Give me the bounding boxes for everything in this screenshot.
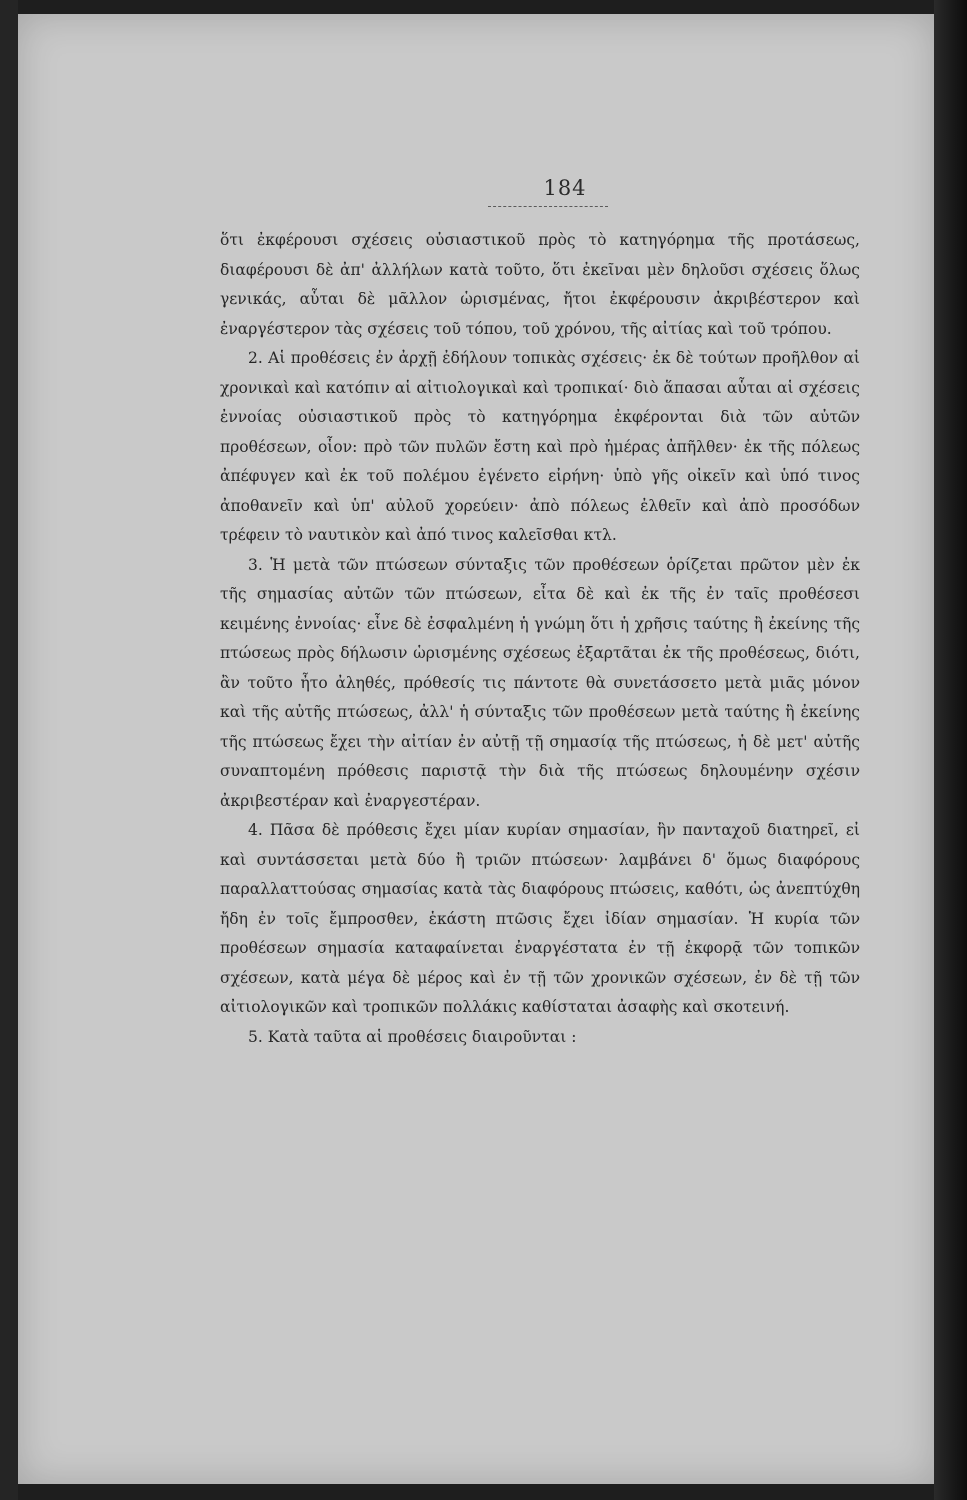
paragraph-4: 4. Πᾶσα δὲ πρόθεσις ἔχει μίαν κυρίαν σημασίαν, ἣν πανταχοῦ διατηρεῖ, εἰ καὶ συντάσσεται μετὰ δύο ἢ τριῶν πτώσεων· λαμβάνει δ' ὅμως διαφόρους παραλλαττούσας σημασίας κατὰ τὰς διαφόρους πτώσεις, καθότι, ὡς ἀνεπτύχθη ἤδη ἐν τοῖς ἔμπροσθεν, ἑκάστη πτῶσις ἔχει ἰδίαν σημασίαν. Ἡ κυρία τῶν προθέσεων σημασία καταφαίνεται ἐναργέστατα ἐν τῇ ἐκφορᾷ τῶν τοπικῶν σχέσεων, κατὰ μέγα δὲ μέρος καὶ ἐν τῇ τῶν χρονικῶν σχέσεων, ἐν δὲ τῇ τῶν αἰτιολογικῶν καὶ τροπικῶν πολλάκις καθίσταται ἀσαφὴς καὶ σκοτεινή.	[220, 821, 860, 1016]
paragraph-continuation: ὅτι ἐκφέρουσι σχέσεις οὐσιαστικοῦ πρὸς τὸ κατηγόρημα τῆς προτάσεως, διαφέρουσι δὲ ἀπ' ἀλλήλων κατὰ τοῦτο, ὅτι ἐκεῖναι μὲν δηλοῦσι σχέσεις ὅλως γενικάς, αὗται δὲ μᾶλλον ὡρισμένας, ἤτοι ἐκφέρουσιν ἀκριβέστερον καὶ ἐναργέστερον τὰς σχέσεις τοῦ τόπου, τοῦ χρόνου, τῆς αἰτίας καὶ τοῦ τρόπου.	[220, 231, 860, 338]
page-number-underline	[488, 206, 608, 207]
scan-right-border	[934, 0, 967, 1500]
paragraph-5: 5. Κατὰ ταῦτα αἱ προθέσεις διαιροῦνται :	[248, 1027, 577, 1046]
page-body-text	[220, 226, 860, 1052]
paragraph-3: 3. Ἡ μετὰ τῶν πτώσεων σύνταξις τῶν προθέσεων ὁρίζεται πρῶτον μὲν ἐκ τῆς σημασίας αὐτῶν τῶν πτώσεων, εἶτα δὲ καὶ ἐκ τῆς ἐν ταῖς προθέσεσι κειμένης ἐννοίας· εἶνε δὲ ἐσφαλμένη ἡ γνώμη ὅτι ἡ χρῆσις ταύτης ἢ ἐκείνης τῆς πτώσεως πρὸς δήλωσιν ὡρισμένης σχέσεως ἐξαρτᾶται ἐκ τῆς προθέσεως, διότι, ἂν τοῦτο ἦτο ἀληθές, πρόθεσίς τις πάντοτε θὰ συνετάσσετο μετὰ μιᾶς μόνον καὶ τῆς αὐτῆς πτώσεως, ἀλλ' ἡ σύνταξις τῶν προθέσεων μετὰ ταύτης ἢ ἐκείνης τῆς πτώσεως ἔχει τὴν αἰτίαν ἐν αὐτῇ τῇ σημασίᾳ τῆς πτώσεως, ἡ δὲ μετ' αὐτῆς συναπτομένη πρόθεσις παριστᾷ τὴν διὰ τῆς πτώσεως δηλουμένην σχέσιν ἀκριβεστέραν καὶ ἐναργεστέραν.	[220, 555, 860, 810]
scan-left-border	[0, 0, 18, 1500]
paragraph-2: 2. Αἱ προθέσεις ἐν ἀρχῇ ἐδήλουν τοπικὰς σχέσεις· ἐκ δὲ τούτων προῆλθον αἱ χρονικαὶ καὶ κατόπιν αἱ αἰτιολογικαὶ καὶ τροπικαί· διὸ ἅπασαι αὗται αἱ σχέσεις ἐννοίας οὐσιαστικοῦ πρὸς τὸ κατηγόρημα ἐκφέρονται διὰ τῶν αὐτῶν προθέσεων, οἷον: πρὸ τῶν πυλῶν ἔστη καὶ πρὸ ἡμέρας ἀπῆλθεν· ἐκ τῆς πόλεως ἀπέφυγεν καὶ ἐκ τοῦ πολέμου ἐγένετο εἰρήνη· ὑπὸ γῆς οἰκεῖν καὶ ὑπό τινος ἀποθανεῖν καὶ ὑπ' αὐλοῦ χορεύειν· ἀπὸ πόλεως ἐλθεῖν καὶ ἀπὸ προσόδων τρέφειν τὸ ναυτικὸν καὶ ἀπό τινος καλεῖσθαι κτλ.	[220, 349, 860, 544]
page-number: 184	[543, 176, 587, 200]
